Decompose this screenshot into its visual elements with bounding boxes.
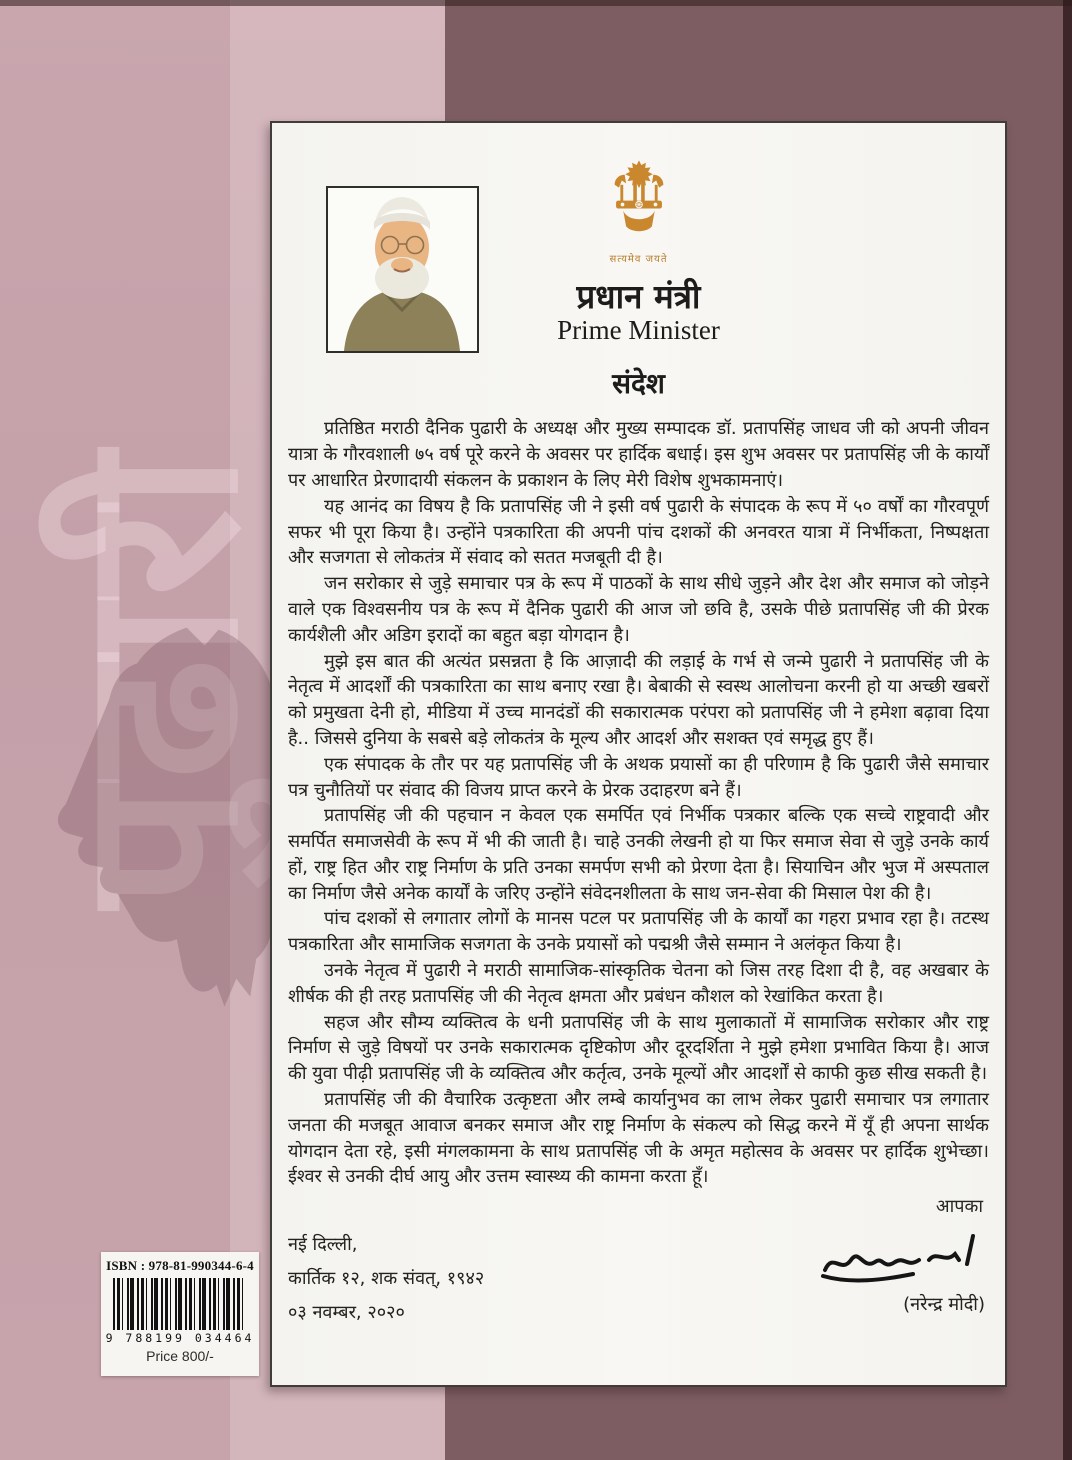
ashoka-emblem-icon xyxy=(603,159,675,245)
message-paragraph: सहज और सौम्य व्यक्तित्व के धनी प्रतापसिंह जी के साथ मुलाकातों में सामाजिक सरोकार और राष्ट्र निर्माण से जुड़े विषयों पर उनके सकारात्मक दृष्टिकोण और दूरदर्शिता ने मुझे हमेशा प्रभावित किया है। आज की युवा पीढ़ी प्रतापसिंह जी के व्यक्तित्व और कर्तृत्व, उनके मूल्यों और आदर्शों से काफी कुछ सीख सकती है। xyxy=(288,1011,989,1085)
date-line-2: ०३ नवम्बर, २०२० xyxy=(288,1302,405,1324)
message-paragraph: प्रतिष्ठित मराठी दैनिक पुढारी के अध्यक्ष और मुख्य सम्पादक डॉ. प्रतापसिंह जाधव जी को अपनी जीवन यात्रा के गौरवशाली ७५ वर्ष पूरे करने के अवसर पर हार्दिक बधाई। इस शुभ अवसर पर प्रतापसिंह जी के कार्यों पर आधारित प्रेरणादायी संकलन के प्रकाशन के लिए मेरी विशेष शुभकामनाएं। xyxy=(288,418,989,491)
place-line: नई दिल्ली, xyxy=(288,1234,358,1256)
signature-block xyxy=(817,1228,989,1316)
isbn-price-box xyxy=(101,1252,259,1376)
message-paragraph: यह आनंद का विषय है कि प्रतापसिंह जी ने इसी वर्ष पुढारी के संपादक के रूप में ५० वर्षों का गौरवपूर्ण सफर भी पूरा किया है। उन्होंने पत्रकारिता की अपनी पांच दशकों की अनवरत यात्रा में निर्भीकता, निष्पक्षता और सजगता से लोकतंत्र में संवाद को सतत मजबूती दी है। xyxy=(288,495,989,569)
pm-portrait-photo xyxy=(326,186,479,353)
motto-text: सत्यमेव जयते xyxy=(609,254,668,265)
lion-silhouette-watermark xyxy=(38,618,276,1038)
barcode-digits: 9 788199 034464 xyxy=(105,1331,255,1345)
title-english: Prime Minister xyxy=(557,315,720,346)
pm-portrait-illustration xyxy=(328,188,477,351)
letter-content xyxy=(272,123,1005,1385)
closing-word: आपका xyxy=(935,1196,983,1218)
message-paragraph: प्रतापसिंह जी की पहचान न केवल एक समर्पित एवं निर्भीक पत्रकार बल्कि एक सच्चे राष्ट्रवादी और समर्पित समाजसेवी के रूप में भी की जाती है। चाहे उनकी लेखनी हो या फिर समाज सेवा से जुड़े उनके कार्य हों, राष्ट्र हित और राष्ट्र निर्माण के प्रति उनका समर्पण सभी को प्रेरणा देता है। सियाचिन और भुज में अस्पताल का निर्माण जैसे अनेक कार्यों के जरिए उन्होंने संवेदनशीलता के साथ जन-सेवा की मिसाल पेश की है। xyxy=(288,805,989,904)
message-paragraph: उनके नेतृत्व में पुढारी ने मराठी सामाजिक-सांस्कृतिक चेतना को जिस तरह दिशा दी है, वह अखबार के शीर्षक की ही तरह प्रतापसिंह जी की नेतृत्व क्षमता और प्रबंधन कौशल को रेखांकित करता है। xyxy=(288,960,989,1007)
message-heading: संदेश xyxy=(612,367,665,401)
price-label: Price 800/- xyxy=(146,1348,214,1364)
barcode-icon xyxy=(113,1278,247,1330)
isbn-number: ISBN : 978-81-990344-6-4 xyxy=(106,1258,254,1273)
message-paragraph: प्रतापसिंह जी की वैचारिक उत्कृष्टता और लम्बे कार्यानुभव का लाभ लेकर पुढारी समाचार पत्र लगातार जनता की मजबूत आवाज बनकर समाज और राष्ट्र निर्माण के संकल्प को सिद्ध करने में यूँ ही अपना सार्थक योगदान देता रहे, इसी मंगलकामना के साथ प्रतापसिंह जी के अमृत महोत्सव के अवसर पर हार्दिक शुभेच्छा। ईश्वर से उनकी दीर्घ आयु और उत्तम स्वास्थ्य की कामना करता हूँ। xyxy=(288,1089,989,1188)
message-paragraph: एक संपादक के तौर पर यह प्रतापसिंह जी के अथक प्रयासों का ही परिणाम है कि पुढारी जैसे समाचार पत्र चुनौतियों पर संवाद की विजय प्राप्त करने के प्रेरक उदाहरण बने हैं। xyxy=(288,753,989,801)
cover-top-edge xyxy=(0,0,1072,6)
signature-scrawl xyxy=(817,1228,985,1290)
message-body xyxy=(288,416,989,1190)
prime-minister-letter-page xyxy=(270,121,1007,1387)
signer-name: (नरेन्द्र मोदी) xyxy=(903,1294,985,1316)
date-line-1: कार्तिक १२, शक संवत्, १९४२ xyxy=(288,1268,485,1290)
cover-right-edge xyxy=(1063,0,1072,1460)
title-hindi: प्रधान मंत्री xyxy=(576,277,701,316)
message-paragraph: पांच दशकों से लगातार लोगों के मानस पटल पर प्रतापसिंह जी के कार्यों का गहरा प्रभाव रहा है। तटस्थ पत्रकारिता और सामाजिक सजगता के उनके प्रयासों को पद्मश्री जैसे सम्मान ने अलंकृत किया है। xyxy=(288,908,989,956)
letter-footer xyxy=(288,1228,989,1330)
place-date-block xyxy=(288,1228,484,1330)
message-paragraph: मुझे इस बात की अत्यंत प्रसन्नता है कि आज़ादी की लड़ाई के गर्भ से जन्मे पुढारी ने प्रतापसिंह जी के नेतृत्व में आदर्शों की पत्रकारिता का साथ बनाए रखा है। बेबाकी से स्वस्थ आलोचना करनी हो या अच्छी खबरों को प्रमुखता देनी हो, मीडिया में उच्च मानदंडों की सकारात्मक परंपरा को प्रतापसिंह जी ने हमेशा बढ़ावा दिया है.. जिससे दुनिया के सबसे बड़े लोकतंत्र के मूल्य और आदर्श और सशक्त एवं समृद्ध हुए हैं। xyxy=(288,650,989,749)
message-paragraph: जन सरोकार से जुड़े समाचार पत्र के रूप में पाठकों के साथ सीधे जुड़ने और देश और समाज को जोड़ने वाले एक विश्वसनीय पत्र के रूप में दैनिक पुढारी की आज जो छवि है, उसके पीछे प्रतापसिंह जी की प्रेरक कार्यशैली और अडिग इरादों का बहुत बड़ा योगदान है। xyxy=(288,573,989,646)
